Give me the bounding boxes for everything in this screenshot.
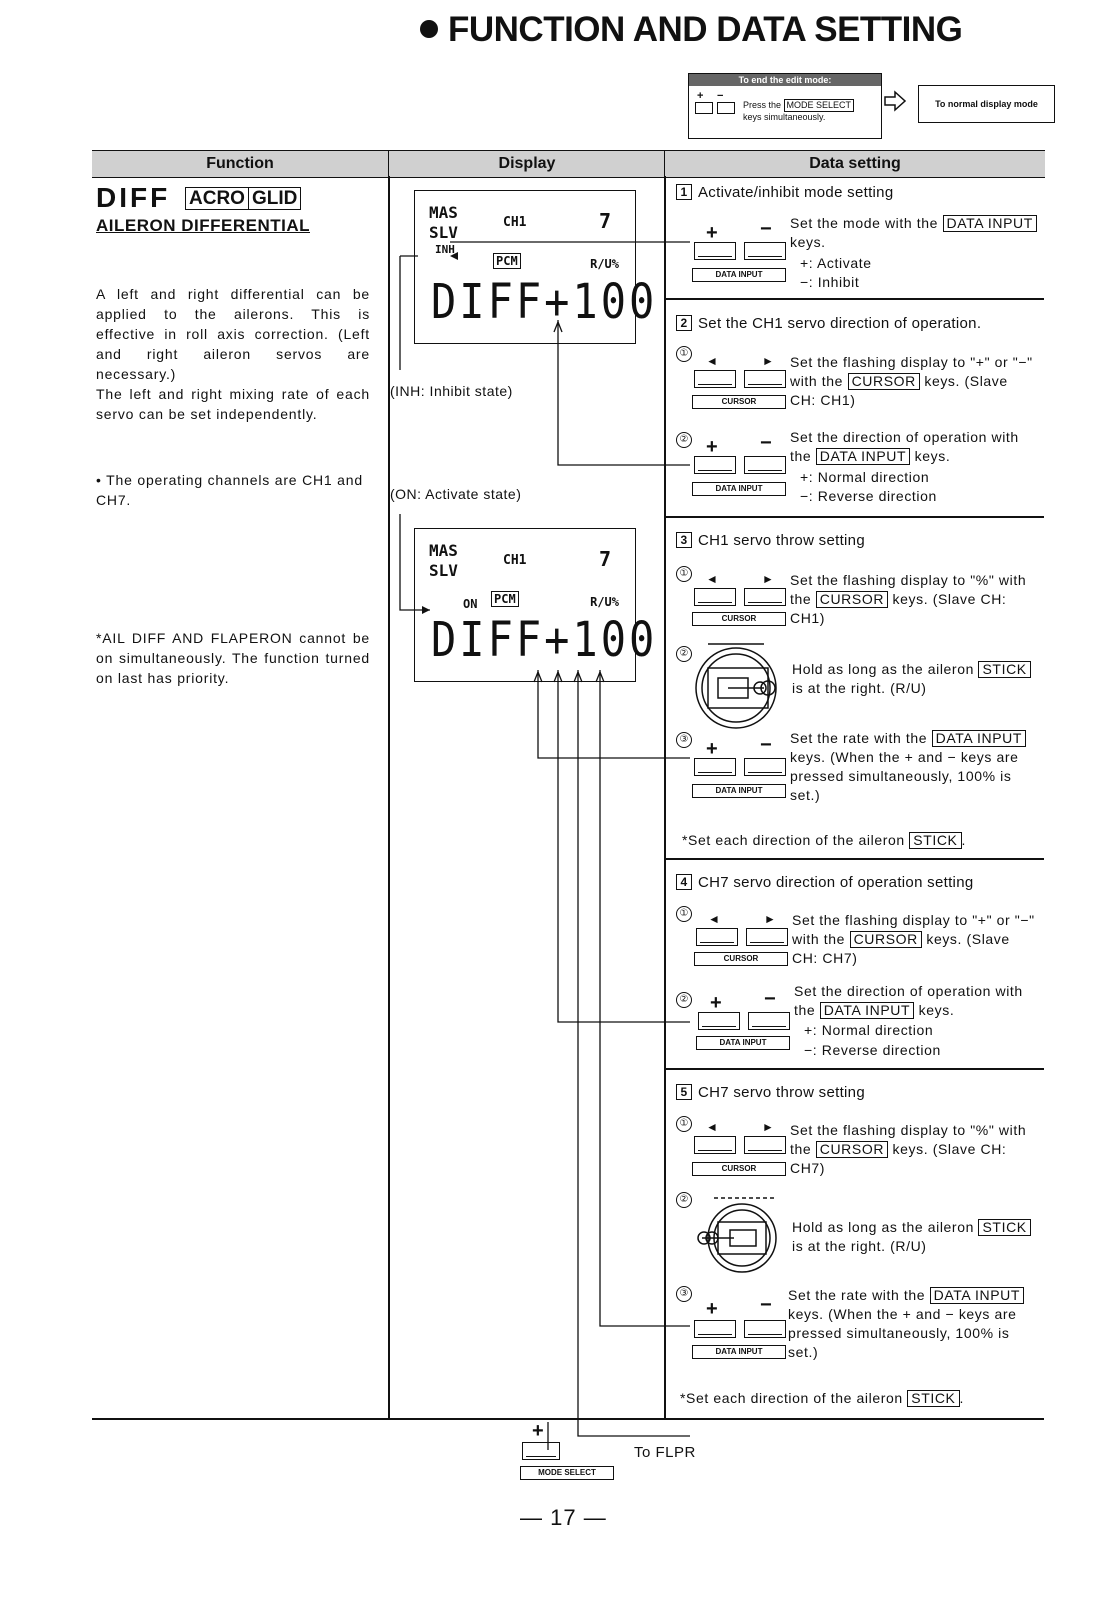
lcd-main-readout: DIFF+100 bbox=[431, 273, 658, 330]
stick-left-icon bbox=[690, 1196, 790, 1276]
lcd-state-indicator: INH bbox=[435, 243, 455, 256]
minus-sign: − bbox=[764, 988, 776, 1010]
step-number: ① bbox=[676, 346, 692, 362]
cursor-key-ref: CURSOR bbox=[816, 1141, 888, 1158]
option-reverse: −: Reverse direction bbox=[800, 488, 937, 504]
instruction-text: Set the flashing display to "+" or "−" with the bbox=[792, 912, 1035, 947]
function-subtitle: AILERON DIFFERENTIAL bbox=[96, 216, 310, 235]
stick-ref: STICK bbox=[907, 1390, 959, 1407]
plus-sign: + bbox=[706, 436, 718, 458]
section-divider bbox=[664, 1068, 1044, 1070]
instruction-text: keys. (Slave CH: CH7) bbox=[792, 931, 1010, 966]
end-minus-key[interactable] bbox=[717, 102, 735, 114]
instruction-text: keys. (Slave CH: CH1) bbox=[790, 591, 1007, 626]
section-number: 3 bbox=[676, 532, 692, 548]
section-3-step-3 bbox=[790, 729, 1038, 805]
instruction-text: Set the flashing display to "+" or "−" with the bbox=[790, 354, 1033, 389]
cursor-label: CURSOR bbox=[692, 612, 786, 626]
right-arrow-icon bbox=[884, 90, 906, 112]
end-edit-line1: Press the bbox=[743, 100, 782, 110]
option-inhibit: −: Inhibit bbox=[800, 274, 860, 290]
data-input-label: DATA INPUT bbox=[692, 784, 786, 798]
lcd-main-readout: DIFF+100 bbox=[431, 611, 658, 668]
stick-ref: STICK bbox=[909, 832, 961, 849]
section-divider bbox=[664, 516, 1044, 518]
plus-key[interactable] bbox=[694, 758, 736, 776]
end-edit-box bbox=[688, 73, 882, 139]
note-text: . bbox=[961, 832, 966, 848]
page-number: — 17 — bbox=[520, 1505, 607, 1530]
minus-sign: − bbox=[760, 1294, 772, 1316]
section-5-step-2 bbox=[792, 1218, 1038, 1256]
cursor-left-key[interactable] bbox=[696, 928, 738, 946]
right-arrow-icon: ► bbox=[764, 912, 776, 926]
function-name-text: DIFF bbox=[96, 182, 171, 213]
note-text: *Set each direction of the aileron bbox=[682, 832, 905, 848]
cursor-left-key[interactable] bbox=[694, 588, 736, 606]
end-minus-sign: − bbox=[717, 90, 724, 102]
section-4-step-2 bbox=[794, 982, 1038, 1020]
cursor-right-key[interactable] bbox=[746, 928, 788, 946]
end-edit-text bbox=[743, 99, 854, 123]
instruction-text: Set the rate with the bbox=[790, 730, 928, 746]
instruction-text: keys. (Slave CH: CH7) bbox=[790, 1141, 1007, 1176]
section-3-step-1 bbox=[790, 571, 1038, 628]
data-input-key-ref: DATA INPUT bbox=[930, 1287, 1024, 1304]
instruction-text: keys. bbox=[914, 448, 951, 464]
left-arrow-icon: ◄ bbox=[708, 912, 720, 926]
data-input-key-ref: DATA INPUT bbox=[932, 730, 1026, 747]
instruction-text: is at the right. (R/U) bbox=[792, 1238, 927, 1254]
section-number: 2 bbox=[676, 315, 692, 331]
section-number: 4 bbox=[676, 874, 692, 890]
section-divider bbox=[664, 298, 1044, 300]
option-activate: +: Activate bbox=[800, 255, 872, 271]
cursor-left-key[interactable] bbox=[694, 370, 736, 388]
stick-right-icon bbox=[688, 640, 788, 730]
plus-sign: + bbox=[706, 222, 718, 244]
right-arrow-icon: ► bbox=[762, 1120, 774, 1134]
end-plus-sign: + bbox=[697, 90, 704, 102]
option-reverse: −: Reverse direction bbox=[804, 1042, 941, 1058]
caption-activate: (ON: Activate state) bbox=[390, 486, 522, 502]
step-number: ② bbox=[676, 1192, 692, 1208]
note-text: . bbox=[959, 1390, 964, 1406]
section-divider bbox=[664, 858, 1044, 860]
instruction-text: keys. (When the + and − keys are pressed simultaneously, 100% is set.) bbox=[790, 749, 1019, 803]
minus-key[interactable] bbox=[748, 1012, 790, 1030]
channels-note: • The operating channels are CH1 and CH7. bbox=[96, 472, 363, 508]
data-input-label: DATA INPUT bbox=[692, 268, 786, 282]
cursor-key-ref: CURSOR bbox=[848, 373, 920, 390]
step-number: ③ bbox=[676, 1286, 692, 1302]
instruction-text: keys. (Slave CH: CH1) bbox=[790, 373, 1008, 408]
cursor-left-key[interactable] bbox=[694, 1136, 736, 1154]
step-number: ③ bbox=[676, 732, 692, 748]
minus-key[interactable] bbox=[744, 1320, 786, 1338]
minus-sign: − bbox=[760, 218, 772, 240]
lcd-slv-label: SLV bbox=[429, 223, 458, 242]
right-arrow-icon: ► bbox=[762, 354, 774, 368]
option-normal: +: Normal direction bbox=[800, 469, 930, 485]
lcd-direction-unit: R/U% bbox=[590, 257, 619, 271]
plus-sign: + bbox=[710, 992, 722, 1014]
step-number: ② bbox=[676, 646, 692, 662]
cursor-right-key[interactable] bbox=[744, 588, 786, 606]
end-edit-header: To end the edit mode: bbox=[689, 74, 881, 86]
cursor-right-key[interactable] bbox=[744, 370, 786, 388]
data-input-label: DATA INPUT bbox=[692, 1345, 786, 1359]
lcd-pcm-badge: PCM bbox=[491, 591, 519, 607]
page-title-text: FUNCTION AND DATA SETTING bbox=[448, 10, 963, 49]
mode-select-label: MODE SELECT bbox=[520, 1466, 614, 1480]
data-input-key-ref: DATA INPUT bbox=[943, 215, 1037, 232]
column-header-data-setting: Data setting bbox=[664, 150, 1045, 178]
data-input-key-ref: DATA INPUT bbox=[816, 448, 910, 465]
instruction-text: keys. bbox=[918, 1002, 955, 1018]
normal-display-mode-box: To normal display mode bbox=[918, 85, 1055, 123]
mode-tag-glid: GLID bbox=[249, 187, 301, 210]
section-3-title bbox=[676, 532, 865, 549]
to-flpr-link: To FLPR bbox=[634, 1444, 696, 1461]
section-5-title bbox=[676, 1084, 865, 1101]
caption-inhibit: (INH: Inhibit state) bbox=[390, 383, 513, 399]
page-title bbox=[420, 10, 962, 50]
mode-tag-acro: ACRO bbox=[185, 187, 249, 210]
option-normal: +: Normal direction bbox=[804, 1022, 934, 1038]
plus-key[interactable] bbox=[694, 242, 736, 260]
section-5-step-1 bbox=[790, 1121, 1038, 1178]
connector-lines bbox=[390, 190, 700, 1450]
instruction-text: keys. bbox=[790, 234, 826, 250]
stick-ref: STICK bbox=[978, 661, 1030, 678]
left-arrow-icon: ◄ bbox=[706, 1120, 718, 1134]
stick-ref: STICK bbox=[978, 1219, 1030, 1236]
lcd-direction-unit: R/U% bbox=[590, 595, 619, 609]
instruction-text: Hold as long as the aileron bbox=[792, 661, 974, 677]
section-number: 1 bbox=[676, 184, 692, 200]
lcd-channel: CH1 bbox=[503, 553, 527, 568]
section-2-step-2 bbox=[790, 428, 1038, 466]
section-title-text: Set the CH1 servo direction of operation. bbox=[698, 315, 982, 332]
instruction-text: Set the flashing display to "%" with the bbox=[790, 1122, 1027, 1157]
section-5-note bbox=[680, 1390, 964, 1407]
section-3-step-2 bbox=[792, 660, 1038, 698]
minus-key[interactable] bbox=[744, 242, 786, 260]
data-input-label: DATA INPUT bbox=[692, 482, 786, 496]
step-number: ① bbox=[676, 906, 692, 922]
left-arrow-icon: ◄ bbox=[706, 354, 718, 368]
function-description-2: The left and right mixing rate of each servo can be set independently. bbox=[96, 386, 370, 422]
cursor-key-ref: CURSOR bbox=[816, 591, 888, 608]
left-arrow-icon: ◄ bbox=[706, 572, 718, 586]
plus-key[interactable] bbox=[694, 1320, 736, 1338]
instruction-text: is at the right. (R/U) bbox=[792, 680, 927, 696]
section-1-title bbox=[676, 184, 893, 201]
lcd-mas-label: MAS bbox=[429, 541, 458, 560]
plus-sign: + bbox=[706, 738, 718, 760]
data-input-label: DATA INPUT bbox=[696, 1036, 790, 1050]
note-text: *Set each direction of the aileron bbox=[680, 1390, 903, 1406]
end-plus-key[interactable] bbox=[695, 102, 713, 114]
instruction-text: Set the flashing display to "%" with the bbox=[790, 572, 1027, 607]
cursor-right-key[interactable] bbox=[744, 1136, 786, 1154]
section-1-instruction bbox=[790, 214, 1038, 252]
priority-note: *AIL DIFF AND FLAPERON cannot be on simultaneously. The function turned on last has priority. bbox=[96, 630, 370, 686]
section-title-text: CH1 servo throw setting bbox=[698, 532, 865, 549]
plus-sign: + bbox=[706, 1298, 718, 1320]
section-title-text: CH7 servo direction of operation setting bbox=[698, 874, 974, 891]
function-name bbox=[96, 182, 301, 214]
function-description: A left and right differential can be applied to the ailerons. This is effective in roll axis correction. (Left and right aileron servos are necessary.) bbox=[96, 286, 370, 382]
lcd-pcm-badge: PCM bbox=[493, 253, 521, 269]
instruction-text: Set the direction of operation with the bbox=[790, 429, 1019, 464]
minus-sign: − bbox=[760, 734, 772, 756]
cursor-label: CURSOR bbox=[692, 395, 786, 409]
minus-key[interactable] bbox=[744, 456, 786, 474]
cursor-key-ref: CURSOR bbox=[850, 931, 922, 948]
column-header-display: Display bbox=[388, 150, 665, 178]
step-number: ① bbox=[676, 566, 692, 582]
section-title-text: CH7 servo throw setting bbox=[698, 1084, 865, 1101]
step-number: ① bbox=[676, 1116, 692, 1132]
instruction-text: Set the rate with the bbox=[788, 1287, 926, 1303]
data-input-key-ref: DATA INPUT bbox=[820, 1002, 914, 1019]
lcd-channel: CH1 bbox=[503, 215, 527, 230]
instruction-text: Set the mode with the bbox=[790, 215, 939, 231]
instruction-text: Hold as long as the aileron bbox=[792, 1219, 974, 1235]
section-4-title bbox=[676, 874, 973, 891]
section-2-title bbox=[676, 315, 981, 332]
section-4-step-1 bbox=[792, 911, 1038, 968]
step-number: ② bbox=[676, 432, 692, 448]
instruction-text: Set the direction of operation with the bbox=[794, 983, 1023, 1018]
lcd-mas-label: MAS bbox=[429, 203, 458, 222]
cursor-label: CURSOR bbox=[694, 952, 788, 966]
end-edit-line2: keys simultaneously. bbox=[743, 112, 826, 122]
section-3-note bbox=[682, 832, 966, 849]
lcd-state-indicator: ON bbox=[463, 597, 478, 611]
plus-sign: + bbox=[532, 1420, 544, 1442]
instruction-text: keys. (When the + and − keys are pressed simultaneously, 100% is set.) bbox=[788, 1306, 1017, 1360]
column-header-function: Function bbox=[92, 150, 388, 178]
step-number: ② bbox=[676, 992, 692, 1008]
lcd-slave-channel: 7 bbox=[598, 209, 611, 233]
plus-key[interactable] bbox=[698, 1012, 740, 1030]
section-2-step-1 bbox=[790, 353, 1038, 410]
right-arrow-icon: ► bbox=[762, 572, 774, 586]
minus-key[interactable] bbox=[744, 758, 786, 776]
plus-key[interactable] bbox=[694, 456, 736, 474]
bullet-icon bbox=[420, 20, 438, 38]
section-title-text: Activate/inhibit mode setting bbox=[698, 184, 894, 201]
section-5-step-3 bbox=[788, 1286, 1038, 1362]
mode-select-key[interactable] bbox=[522, 1442, 560, 1460]
mode-select-key-label: MODE SELECT bbox=[784, 99, 855, 112]
minus-sign: − bbox=[760, 432, 772, 454]
lcd-slave-channel: 7 bbox=[598, 547, 611, 571]
lcd-slv-label: SLV bbox=[429, 561, 458, 580]
section-number: 5 bbox=[676, 1084, 692, 1100]
cursor-label: CURSOR bbox=[692, 1162, 786, 1176]
